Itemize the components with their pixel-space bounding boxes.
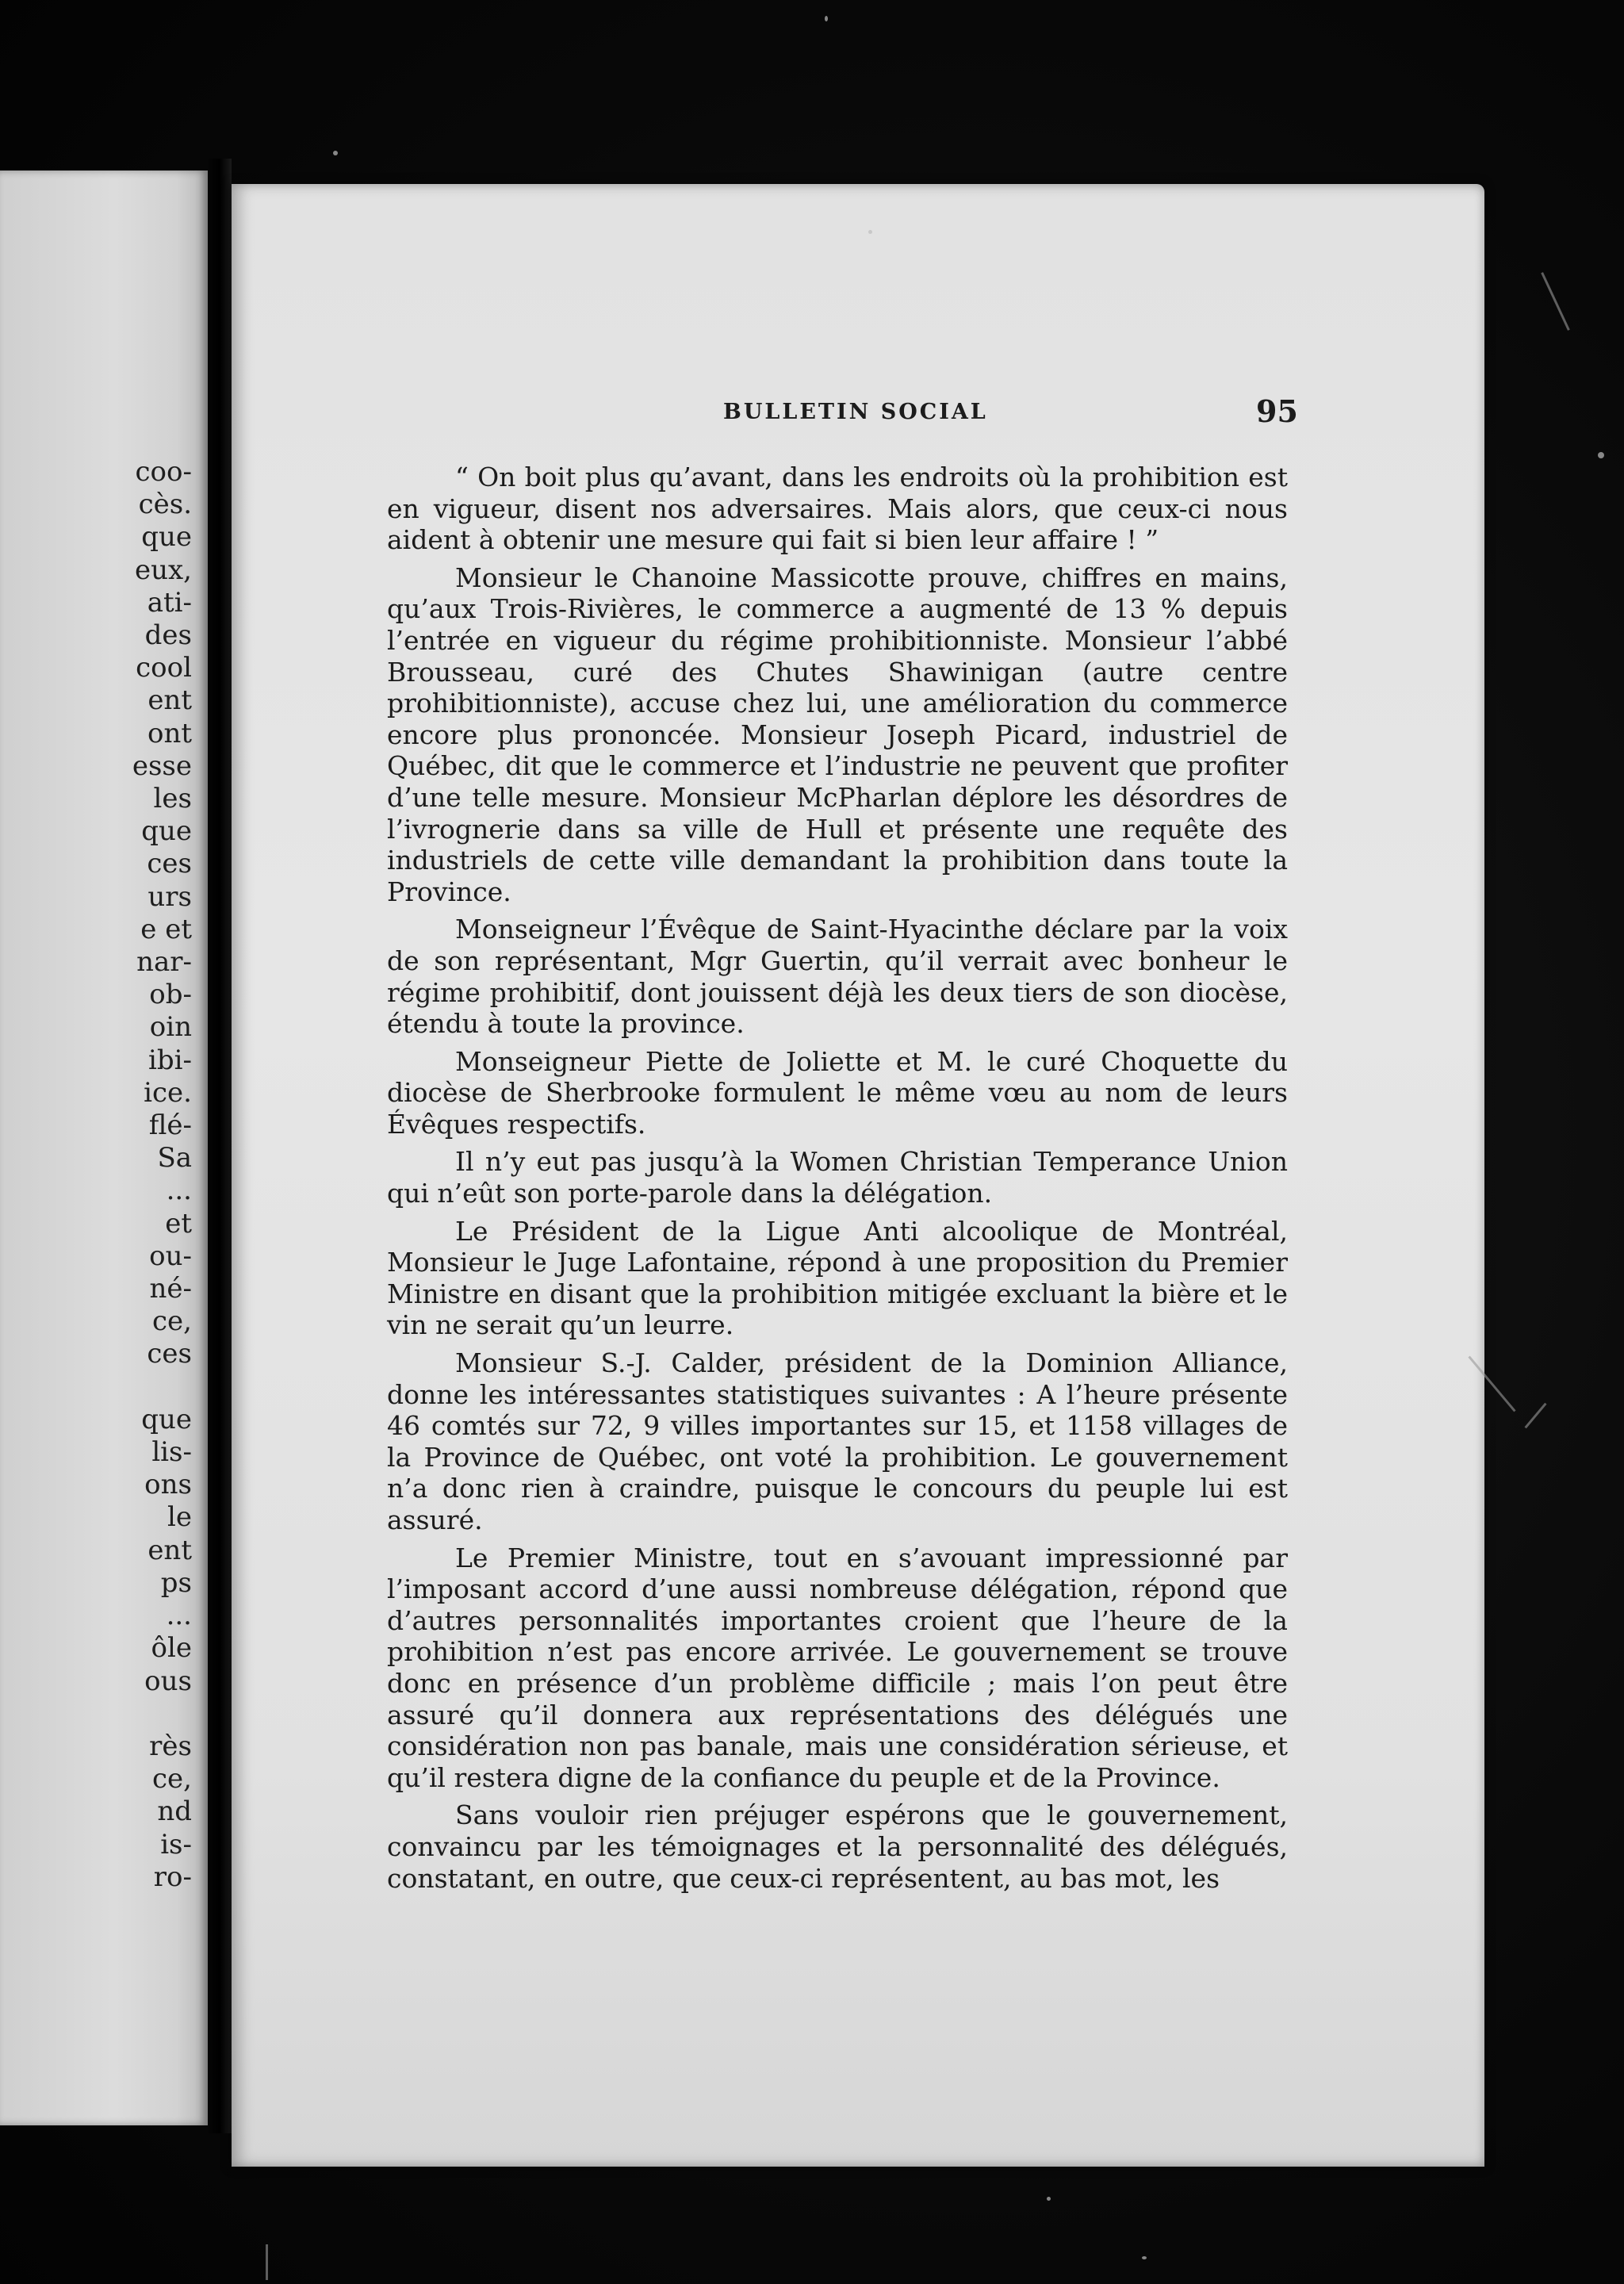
left-page-fragment: ces xyxy=(147,848,192,880)
left-page-fragment: ob- xyxy=(149,979,192,1011)
paragraph: Monseigneur l’Évêque de Saint-Hyacinthe déclare par la voix de son représentant, Mgr Guertin, qu’il verrait avec bonheur le régime prohibitif, dont jouissent déjà les deux tiers de son diocèse, étendu à toute la province. xyxy=(387,914,1288,1040)
body-text xyxy=(387,462,1288,1894)
dust-speck xyxy=(825,16,828,21)
left-page-fragment: ce, xyxy=(152,1763,192,1795)
dust-speck xyxy=(1142,2256,1147,2259)
left-page-fragment: des xyxy=(144,619,192,652)
left-page-fragment: ibi- xyxy=(147,1044,192,1076)
left-page-fragment: ent xyxy=(147,1534,192,1566)
left-page-fragment: cool xyxy=(136,652,192,684)
left-page-fragment: ont xyxy=(147,717,192,749)
left-page-edge xyxy=(0,171,208,2125)
left-page-fragment: que xyxy=(141,815,192,848)
left-page-fragment: coo- xyxy=(135,456,192,488)
left-page-fragment: et xyxy=(165,1207,192,1240)
left-page-fragment: ati- xyxy=(147,586,192,619)
paragraph: Monsieur le Chanoine Massicotte prouve, chiffres en mains, qu’aux Trois-Rivières, le commerce a augmenté de 13 % depuis l’entrée en vigueur du régime prohibitionniste. Monsieur l’abbé Brousseau, curé des Chutes Shawinigan (autre centre prohibitionniste), accuse chez lui, une amélioration du commerce encore plus prononcée. Monsieur Joseph Picard, industriel de Québec, dit que le commerce et l’industrie ne peuvent que profiter d’une telle mesure. Monsieur McPharlan déplore les désordres de l’ivrognerie dans sa ville de Hull et présente une requête des industriels de cette ville demandant la prohibition dans toute la Province. xyxy=(387,561,1288,907)
left-page-fragment: Sa xyxy=(157,1142,192,1175)
left-page-fragment xyxy=(97,1698,192,1730)
left-page-fragment: ce, xyxy=(152,1305,192,1338)
left-page-fragment: les xyxy=(153,783,192,815)
left-page-fragment: flé- xyxy=(148,1109,192,1142)
left-page-fragment xyxy=(97,1371,192,1404)
left-page-fragment: rès xyxy=(149,1730,192,1762)
paragraph: Le Premier Ministre, tout en s’avouant impressionné par l’imposant accord d’une aussi nombreuse délégation, répond que d’autres personnalités importantes croient que l’heure de la prohibition n’est pas encore arrivée. Le gouvernement se trouve donc en présence d’un problème difficile ; mais l’on peut être assuré qu’il donnera aux représentations des délégués une considération non pas banale, mais une considération sérieuse, et qu’il restera digne de la confiance du peuple et de la Province. xyxy=(387,1542,1288,1793)
book-gutter xyxy=(208,159,232,2133)
left-page-fragment: ces xyxy=(147,1338,192,1370)
left-page-fragment: eux, xyxy=(134,554,192,586)
dust-scratch xyxy=(1524,1403,1546,1429)
left-page-fragment: ou- xyxy=(149,1240,192,1272)
left-page-fragment: nar- xyxy=(136,946,192,979)
left-page-fragment: ... xyxy=(166,1175,192,1207)
left-page-fragment: ps xyxy=(160,1566,192,1599)
left-page-fragment: ons xyxy=(144,1469,192,1501)
dust-speck xyxy=(333,151,338,155)
left-page-fragment: lis- xyxy=(151,1436,192,1469)
dust-speck xyxy=(1598,452,1604,458)
dust-scratch xyxy=(266,2244,268,2280)
paragraph: Sans vouloir rien préjuger espérons que le gouvernement, convaincu par les témoignages et la personnalité des délégués, constatant, en outre, que ceux-ci représentent, au bas mot, les xyxy=(387,1799,1288,1894)
page-header xyxy=(232,393,1484,439)
paragraph: Le Président de la Ligue Anti alcoolique de Montréal, Monsieur le Juge Lafontaine, répond à une proposition du Premier Ministre en disant que la prohibition mitigée excluant la bière et le vin ne serait qu’un leurre. xyxy=(387,1215,1288,1341)
left-page-fragment: le xyxy=(167,1501,192,1534)
left-page-fragment: cès. xyxy=(138,489,192,521)
running-head: BULLETIN SOCIAL xyxy=(723,400,988,424)
left-page-fragment: esse xyxy=(132,749,192,782)
left-page-fragment: que xyxy=(141,521,192,554)
left-page-fragment: que xyxy=(141,1403,192,1435)
paragraph: “ On boit plus qu’avant, dans les endroits où la prohibition est en vigueur, disent nos adversaires. Mais alors, que ceux-ci nous aident à obtenir une mesure qui fait si bien leur affaire ! ” xyxy=(387,462,1288,556)
dust-speck xyxy=(868,230,872,234)
left-page-fragment: oin xyxy=(149,1011,192,1044)
page xyxy=(232,184,1484,2167)
paragraph: Monsieur S.-J. Calder, président de la Dominion Alliance, donne les intéressantes statistiques suivantes : A l’heure présente 46 comtés sur 72, 9 villes importantes sur 15, et 1158 villages de la Province de Québec, ont voté la prohibition. Le gouvernement n’a donc rien à craindre, puisque le concours du peuple lui est assuré. xyxy=(387,1347,1288,1535)
dust-scratch xyxy=(1541,272,1570,331)
left-page-fragment: ice. xyxy=(144,1076,192,1109)
left-page-fragment: ent xyxy=(147,684,192,717)
left-page-fragment: nd xyxy=(157,1795,192,1828)
left-page-fragment: ro- xyxy=(153,1861,192,1893)
left-page-fragment: né- xyxy=(149,1273,192,1305)
dust-speck xyxy=(1047,2197,1051,2201)
left-page-fragment: ous xyxy=(144,1665,192,1697)
paragraph: Il n’y eut pas jusqu’à la Women Christian Temperance Union qui n’eût son porte-parole dans la délégation. xyxy=(387,1146,1288,1209)
left-page-fragment: urs xyxy=(147,880,192,913)
left-page-fragment: ... xyxy=(166,1600,192,1632)
page-number: 95 xyxy=(1256,393,1298,429)
left-page-fragment: ôle xyxy=(151,1632,192,1665)
left-page-fragment: is- xyxy=(160,1828,192,1861)
left-page-fragments xyxy=(97,456,192,1894)
paragraph: Monseigneur Piette de Joliette et M. le curé Choquette du diocèse de Sherbrooke formulent le même vœu au nom de leurs Évêques respectifs. xyxy=(387,1045,1288,1140)
left-page-fragment: e et xyxy=(140,913,192,945)
